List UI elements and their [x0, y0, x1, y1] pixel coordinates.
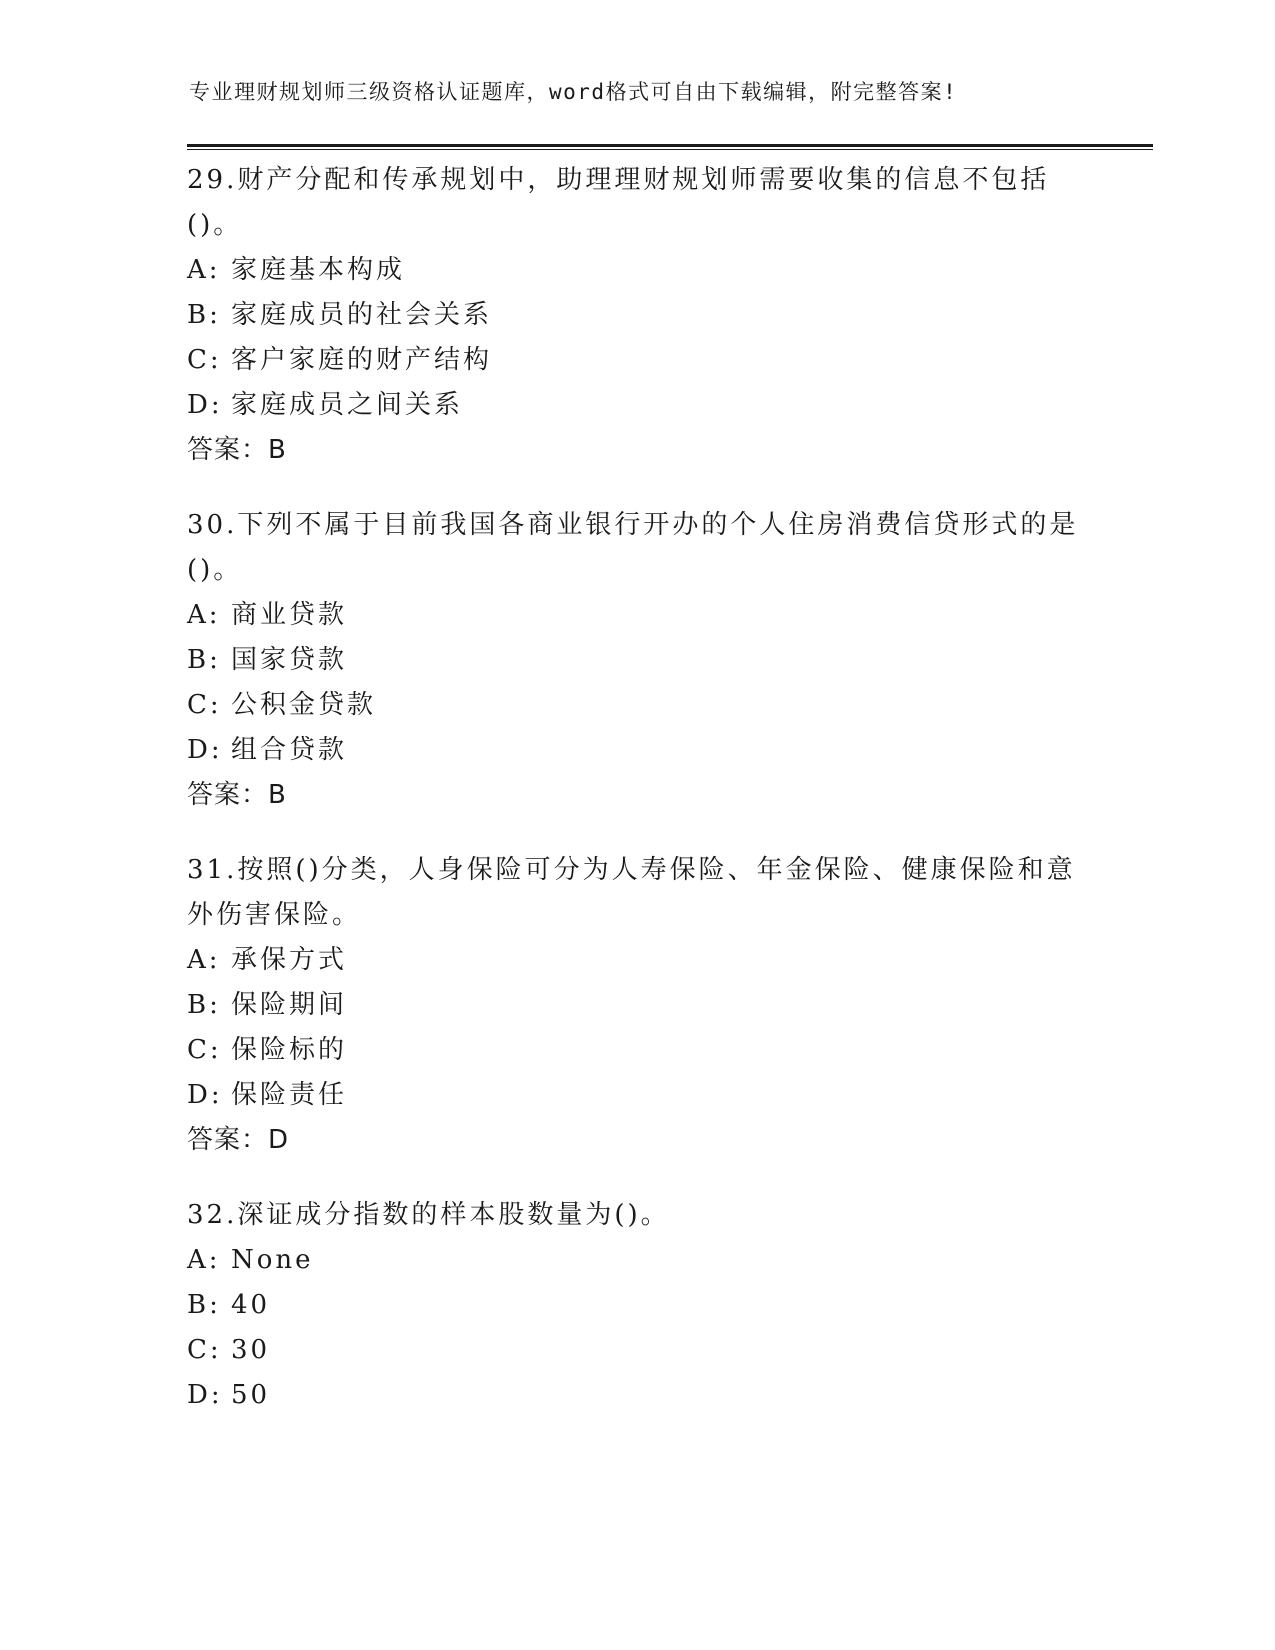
- option-text: 家庭成员的社会关系: [231, 300, 493, 330]
- option-text: 商业贷款: [231, 600, 348, 630]
- page-header: 专业理财规划师三级资格认证题库，word格式可自由下载编辑，附完整答案!: [189, 80, 958, 104]
- option-letter: A:: [187, 1245, 221, 1275]
- option-b: [187, 293, 1087, 338]
- option-c: [187, 338, 1087, 383]
- option-letter: D:: [187, 390, 223, 420]
- option-text: 50: [231, 1380, 271, 1410]
- option-a: [187, 593, 1087, 638]
- option-c: [187, 683, 1087, 728]
- answer-line: 答案：D: [187, 1125, 290, 1155]
- option-text: 40: [231, 1290, 271, 1320]
- option-d: [187, 1373, 1087, 1418]
- option-d: [187, 728, 1087, 773]
- option-letter: A:: [187, 945, 221, 975]
- option-a: [187, 1238, 1087, 1283]
- option-letter: B:: [187, 645, 221, 675]
- answer-line: 答案：B: [187, 780, 287, 810]
- question-text: 30.下列不属于目前我国各商业银行开办的个人住房消费信贷形式的是()。: [187, 510, 1079, 585]
- option-letter: B:: [187, 990, 221, 1020]
- option-letter: D:: [187, 1080, 223, 1110]
- option-text: 家庭基本构成: [231, 255, 406, 285]
- question-list: [187, 158, 1087, 1448]
- option-letter: D:: [187, 1380, 223, 1410]
- option-letter: C:: [187, 1335, 222, 1365]
- option-text: 公积金贷款: [231, 690, 377, 720]
- option-letter: C:: [187, 690, 222, 720]
- option-letter: A:: [187, 255, 221, 285]
- option-c: [187, 1028, 1087, 1073]
- question-29: [187, 158, 1087, 473]
- option-text: 保险期间: [231, 990, 348, 1020]
- option-text: None: [231, 1245, 314, 1275]
- option-text: 30: [231, 1335, 271, 1365]
- option-b: [187, 983, 1087, 1028]
- question-text: 29.财产分配和传承规划中，助理理财规划师需要收集的信息不包括()。: [187, 165, 1050, 240]
- option-b: [187, 1283, 1087, 1328]
- option-text: 保险责任: [231, 1080, 348, 1110]
- question-31: [187, 848, 1087, 1163]
- option-text: 国家贷款: [231, 645, 348, 675]
- question-text: 32.深证成分指数的样本股数量为()。: [187, 1200, 670, 1230]
- question-32: [187, 1193, 1087, 1418]
- option-d: [187, 383, 1087, 428]
- question-30: [187, 503, 1087, 818]
- option-b: [187, 638, 1087, 683]
- answer-line: 答案：B: [187, 435, 287, 465]
- option-letter: C:: [187, 1035, 222, 1065]
- option-text: 客户家庭的财产结构: [231, 345, 493, 375]
- question-text: 31.按照()分类，人身保险可分为人寿保险、年金保险、健康保险和意外伤害保险。: [187, 855, 1076, 930]
- option-text: 保险标的: [231, 1035, 348, 1065]
- option-c: [187, 1328, 1087, 1373]
- option-a: [187, 248, 1087, 293]
- option-a: [187, 938, 1087, 983]
- option-d: [187, 1073, 1087, 1118]
- option-letter: D:: [187, 735, 223, 765]
- header-divider-thick: [187, 144, 1153, 147]
- option-text: 组合贷款: [231, 735, 348, 765]
- option-letter: B:: [187, 300, 221, 330]
- option-letter: C:: [187, 345, 222, 375]
- header-divider-thin: [187, 149, 1153, 150]
- option-text: 家庭成员之间关系: [231, 390, 464, 420]
- option-text: 承保方式: [231, 945, 348, 975]
- option-letter: B:: [187, 1290, 221, 1320]
- option-letter: A:: [187, 600, 221, 630]
